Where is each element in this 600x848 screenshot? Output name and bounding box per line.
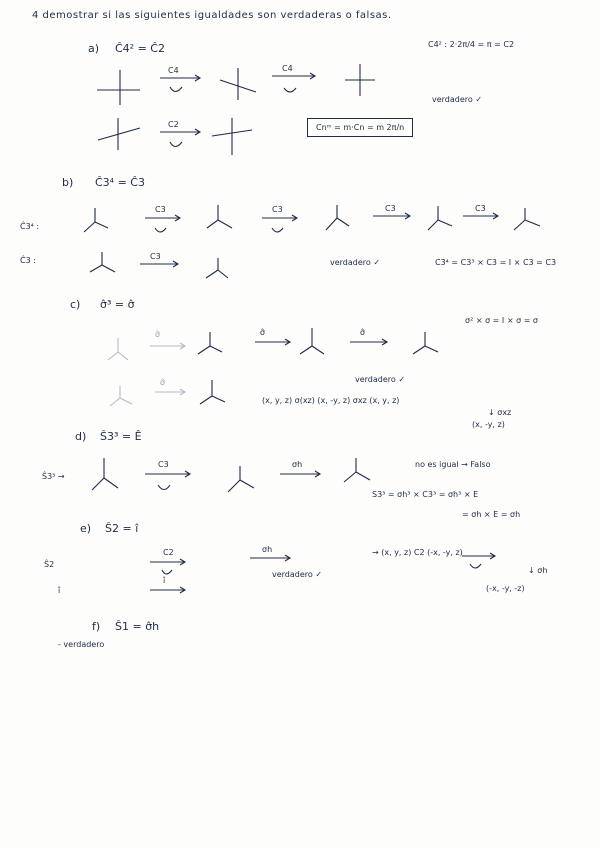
part-b-op2: C3	[272, 205, 283, 214]
part-b-op4: C3	[475, 204, 486, 213]
arrow-sigmah-e	[250, 555, 290, 561]
part-c-coord3: (x, -y, z)	[472, 420, 505, 429]
molecule-sketch	[200, 380, 225, 404]
part-c-op2: σ̂	[260, 328, 266, 337]
arrow-sigmah-d	[280, 471, 320, 477]
molecule-sketch	[90, 252, 115, 272]
part-b-row2-prefix: Ĉ3 :	[20, 256, 36, 265]
part-e-label: e)	[80, 522, 92, 535]
part-f-verdict: - verdadero	[58, 640, 105, 649]
arrow-c4-a1	[160, 75, 200, 92]
part-c-coord: (x, y, z) σ(xz) (x, -y, z) σxz (x, y, z)	[262, 396, 400, 405]
molecule-sketch	[300, 328, 324, 354]
part-e-equation: Ŝ2 = î	[105, 522, 139, 535]
molecule-sketch	[207, 205, 232, 228]
part-a-op3: C2	[168, 120, 179, 129]
molecule-sketch	[514, 208, 540, 230]
part-b-label: b)	[62, 176, 74, 189]
part-f-label: f)	[92, 620, 101, 633]
part-e-coord3: (-x, -y, -z)	[486, 584, 525, 593]
part-c-equation: σ̂³ = σ̂	[100, 298, 135, 311]
arrow-sigma-c1	[150, 343, 185, 349]
part-b-row1-prefix: Ĉ3⁴ :	[20, 222, 40, 231]
arrow-c3-b2	[262, 215, 297, 232]
arrow-c3-b3	[373, 213, 410, 219]
arrow-c3-b5	[140, 261, 178, 267]
part-e-op3: î	[163, 576, 166, 585]
arrow-c3-b1	[145, 215, 180, 232]
part-d-note2: = σh × E = σh	[462, 510, 521, 519]
arrow-sigma-c3	[350, 339, 387, 345]
part-b-verdict: verdadero ✓	[330, 258, 381, 267]
part-b-op1: C3	[155, 205, 166, 214]
part-c-note: σ² × σ = I × σ = σ	[465, 316, 539, 325]
molecule-sketch	[413, 332, 438, 354]
part-c-verdict: verdadero ✓	[355, 375, 406, 384]
part-b-equation: Ĉ3⁴ = Ĉ3	[95, 176, 145, 189]
part-e-row1-prefix: Ŝ2	[44, 560, 55, 569]
molecule-sketch	[84, 208, 108, 232]
arrow-c3-d	[145, 471, 190, 490]
exercise-title: 4 demostrar si las siguientes igualdades son verdaderas o falsas.	[32, 10, 392, 21]
arrow-c2-e2	[462, 553, 495, 568]
part-c-op4: σ̂	[160, 378, 166, 387]
part-c-coord2: ↓ σxz	[488, 408, 512, 417]
arrow-c2-e1	[150, 559, 185, 574]
part-d-note1: S3³ = σh³ × C3³ = σh³ × E	[372, 490, 479, 499]
part-a-formula-box: Cnᵐ = m·Cn = m 2π/n	[307, 118, 413, 137]
molecule-sketch	[198, 332, 222, 354]
molecule-sketch	[344, 458, 370, 482]
part-c-op1: σ̂	[155, 330, 161, 339]
part-e-op1: C2	[163, 548, 174, 557]
molecule-sketch	[97, 70, 140, 105]
molecule-sketch	[110, 386, 132, 406]
part-a-verdict: verdadero ✓	[432, 95, 483, 104]
part-b-op5: C3	[150, 252, 161, 261]
molecule-sketch	[428, 206, 452, 230]
part-e-coord1: → (x, y, z) C2 (-x, -y, z)	[372, 548, 463, 557]
molecule-sketch	[220, 68, 256, 100]
part-a-op1: C4	[168, 66, 179, 75]
arrow-sigma-c2	[255, 339, 290, 345]
arrow-c4-a2	[272, 73, 315, 92]
part-c-label: c)	[70, 298, 81, 311]
part-b-note: C3⁴ = C3³ × C3 = I × C3 = C3	[435, 258, 557, 267]
part-d-verdict: no es igual → Falso	[415, 460, 491, 469]
arrow-c3-b4	[463, 213, 498, 219]
part-d-label: d)	[75, 430, 87, 443]
part-d-op1: C3	[158, 460, 169, 469]
part-b-op3: C3	[385, 204, 396, 213]
molecule-sketch	[228, 466, 254, 492]
molecule-sketch	[212, 118, 252, 155]
part-e-op2: σh	[262, 545, 273, 554]
part-e-coord2: ↓ σh	[528, 566, 548, 575]
molecule-sketch	[98, 118, 140, 150]
part-c-op3: σ̂	[360, 328, 366, 337]
arrow-sigma-c4	[155, 389, 185, 395]
part-a-op2: C4	[282, 64, 293, 73]
arrow-c2-a	[160, 129, 200, 147]
part-d-prefix: Ŝ3³ →	[42, 472, 65, 481]
molecule-sketch	[92, 458, 118, 490]
molecule-sketch	[206, 258, 228, 278]
part-e-verdict: verdadero ✓	[272, 570, 323, 579]
part-f-equation: Ŝ1 = σ̂h	[115, 620, 160, 633]
molecule-sketch	[345, 64, 375, 96]
part-a-equation: Ĉ4² = Ĉ2	[115, 42, 165, 55]
molecule-sketch	[326, 205, 349, 230]
part-e-row2-prefix: î	[58, 586, 61, 595]
molecule-sketch	[108, 338, 128, 360]
part-a-note: C4² : 2·2π/4 = π = C2	[428, 40, 515, 49]
arrow-inversion-e	[150, 587, 185, 593]
part-d-op2: σh	[292, 460, 303, 469]
part-a-label: a)	[88, 42, 100, 55]
part-d-equation: Ŝ3³ = Ê	[100, 430, 142, 443]
